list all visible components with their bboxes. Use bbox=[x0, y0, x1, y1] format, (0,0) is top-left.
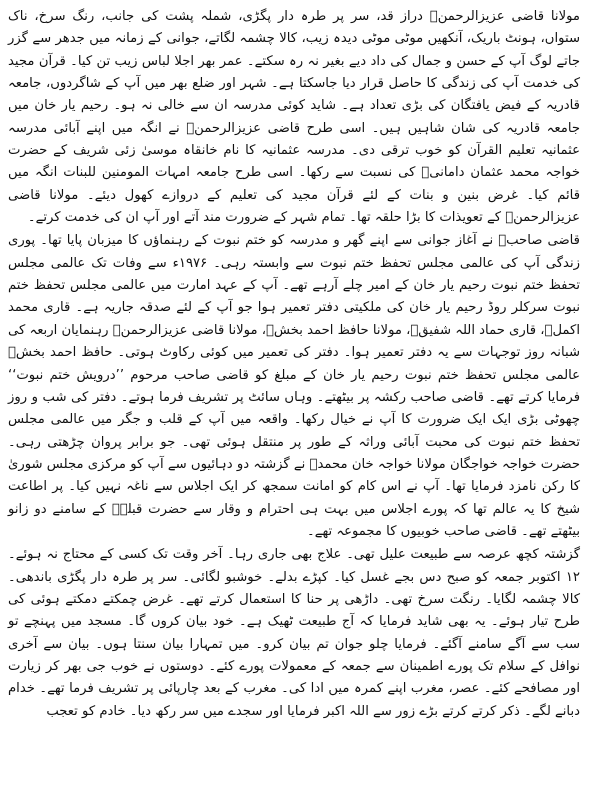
paragraph-biography: مولانا قاضی عزیزالرحمنؒ دراز قد، سر پر طرہ دار پگڑی، شملہ پشت کی جانب، رنگ سرخ، ناک ستواں، ہونٹ باریک، آنکھیں موٹی موٹی دیدہ زیب، کالا چشمہ لگاتے، جوانی کے زمانہ میں جدھر سے گزر جاتے لوگ آپ کے حسن و جمال کی داد دیے بغیر نہ رہ سکتے۔ عمر بھر اجلا لباس زیب تن کیا۔ قرآن مجید کی خدمت آپ کی زندگی کا حاصل قرار دیا جاسکتا ہے۔ شہر اور ضلع بھر میں آپ کے شاگردوں، جامعہ قادریہ کے فیض یافتگان کی بڑی تعداد ہے۔ شاید کوئی مدرسہ ان سے خالی نہ ہو۔ رحیم یار خان میں جامعہ قادریہ کی شان شاہیں ہیں۔ اسی طرح قاضی عزیزالرحمنؒ نے انگہ میں اپنے آبائی مدرسہ عثمانیہ تعلیم القرآن کو خوب ترقی دی۔ مدرسہ عثمانیہ کا نام خانقاہ موسیٰ زئی شریف کے حضرت خواجہ محمد عثمان دامانیؒ کی نسبت سے رکھا۔ اسی طرح جامعہ امہات المومنین للبنات انگہ میں قائم کیا۔ غرض بنین و بنات کے لئے قرآن مجید کی تعلیم کے دروازے کھول دیئے۔ مولانا قاضی عزیزالرحمنؒ کے تعویذات کا بڑا حلقہ تھا۔ تمام شہر کے ضرورت مند آتے اور آپ ان کی خدمت کرتے۔ bbox=[8, 9, 580, 226]
paragraph-last-day: گزشتہ کچھ عرصہ سے طبیعت علیل تھی۔ علاج بھی جاری رہا۔ آخر وقت تک کسی کے محتاج نہ ہوئے۔ ۱۲ اکتوبر جمعہ کو صبح دس بجے غسل کیا۔ کپڑے بدلے۔ خوشبو لگائی۔ سر پر طرہ دار پگڑی باندھی۔ کالا چشمہ لگایا۔ رنگت سرخ تھی۔ داڑھی پر حنا کا استعمال کرتے تھے۔ غرض چمکتے دمکتے ہوئی کی طرح تیار ہوئے۔ یہ بھی شاید فرمایا کہ آج طبیعت ٹھیک ہے۔ خود بیان کروں گا۔ مسجد میں پہنچے تو سب سے آگے سامنے آگئے۔ فرمایا چلو جوان تم بیان کرو۔ میں تمہارا بیان سنتا ہوں۔ بیان سے آخری نوافل کے سلام تک پورے اطمینان سے جمعہ کے معمولات پورے کئے۔ دوستوں نے خوب جی بھر کر زیارت اور مصافحے کئے۔ عصر، مغرب اپنے کمرہ میں ادا کی۔ مغرب کے بعد چارپائی پر تشریف فرما تھے۔ خدام دبانے لگے۔ ذکر کرتے کرتے بڑے زور سے اللہ اکبر فرمایا اور سجدے میں سر رکھ دیا۔ خادم کو تعجب bbox=[8, 547, 580, 719]
paragraph-khatm-e-nubuwwat: قاضی صاحبؒ نے آغاز جوانی سے اپنے گھر و مدرسہ کو ختم نبوت کے رہنماؤں کا میزبان پایا تھا۔ پوری زندگی آپ کی عالمی مجلس تحفظ ختم نبوت سے وابستہ رہی۔ ۱۹۷۶ء سے وفات تک عالمی مجلس تحفظ ختم نبوت رحیم یار خان کے امیر چلے آرہے تھے۔ آپ کے عہد امارت میں عالمی مجلس تحفظ ختم نبوت سرکلر روڈ رحیم یار خان کی ملکیتی دفتر تعمیر ہوا جو آپ کے لئے صدقہ جاریہ ہے۔ قاری محمد اکملؒ، قاری حماد اللہ شفیقؒ، مولانا حافظ احمد بخشؒ، مولانا قاضی عزیزالرحمنؒ رہنمایان اربعہ کی شبانہ روز توجہات سے یہ دفتر تعمیر ہوا۔ دفتر کی تعمیر میں کوئی رکاوٹ ہوتی۔ حافظ احمد بخشؒ عالمی مجلس تحفظ ختم نبوت رحیم یار خان کے مبلغ کو قاضی صاحب مرحوم ’’درویش ختم نبوت‘‘ فرمایا کرتے تھے۔ قاضی صاحب رکشہ پر بیٹھتے۔ وہاں سائٹ پر تشریف فرما ہوتے۔ دفتر کی شب و روز چھوٹی بڑی ایک ایک ضرورت کا آپ نے خیال رکھا۔ واقعہ میں آپ کے قلب و جگر میں عالمی مجلس تحفظ ختم نبوت کی محبت آبائی وراثہ کے طور پر منتقل ہوئی تھی۔ جو برابر پروان چڑھتی رہی۔ حضرت خواجہ خواجگان مولانا خواجہ خان محمدؒ نے گزشتہ دو دہائیوں سے آپ کو مرکزی مجلس شوریٰ کا رکن نامزد فرمایا تھا۔ آپ نے اس کام کو امانت سمجھ کر ایک اجلاس سے ناغہ نہیں کیا۔ پر اطاعت شیخ کا یہ عالم تھا کہ پورے اجلاس میں بہت ہی احترام و وقار سے حضرت قبلہؒ کے سامنے دو زانو بیٹھتے تھے۔ قاضی صاحب خوبیوں کا مجموعہ تھے۔ bbox=[8, 233, 581, 539]
